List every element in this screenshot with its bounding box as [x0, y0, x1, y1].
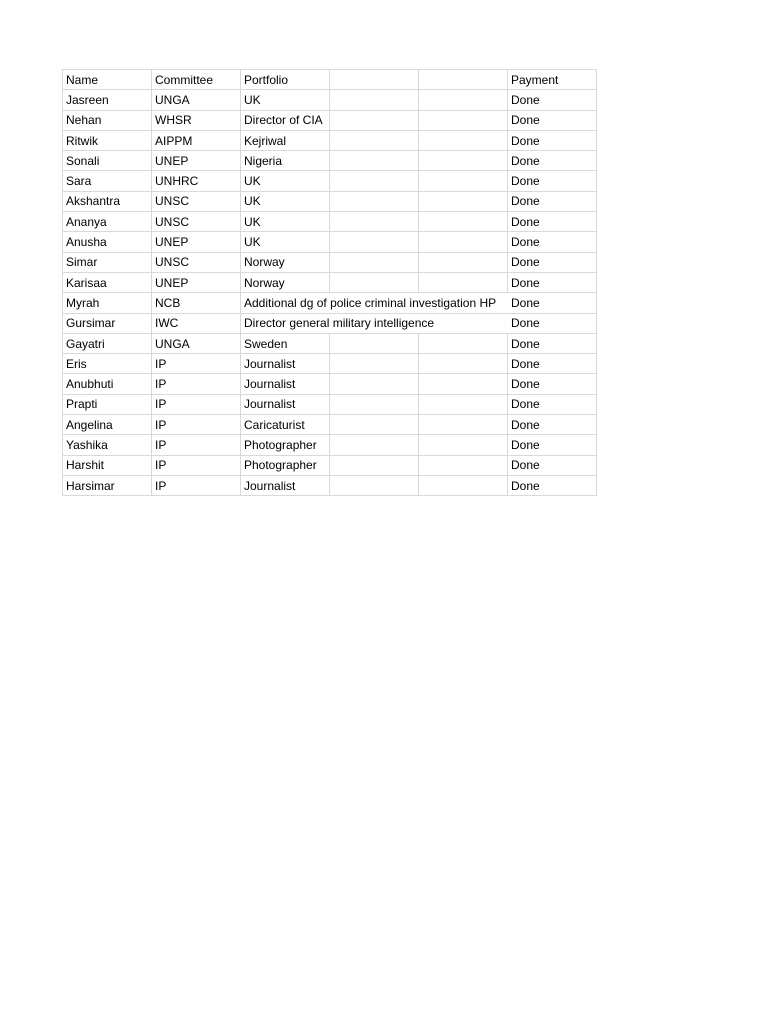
- table-row: [63, 110, 597, 130]
- cell-name: Nehan: [63, 110, 152, 130]
- cell-blank-2: [419, 110, 508, 130]
- cell-blank-2: [419, 212, 508, 232]
- table-row: [63, 394, 597, 414]
- table-row: [63, 272, 597, 292]
- cell-payment: Done: [508, 252, 597, 272]
- cell-name: Simar: [63, 252, 152, 272]
- cell-portfolio: [241, 151, 330, 171]
- cell-payment: Done: [508, 130, 597, 150]
- cell-portfolio: [241, 90, 330, 110]
- cell-blank-1: [330, 130, 419, 150]
- header-blank-1: [330, 70, 419, 90]
- cell-blank-2: [419, 333, 508, 353]
- portfolio-text: Photographer: [244, 437, 317, 452]
- cell-committee: IP: [152, 394, 241, 414]
- cell-committee: UNGA: [152, 90, 241, 110]
- cell-payment: Done: [508, 333, 597, 353]
- cell-blank-1: [330, 435, 419, 455]
- cell-portfolio: [241, 293, 497, 313]
- cell-blank-2: [419, 272, 508, 292]
- cell-name: Sonali: [63, 151, 152, 171]
- table-row: [63, 191, 597, 211]
- portfolio-text: Journalist: [244, 377, 296, 392]
- cell-blank-2: [419, 435, 508, 455]
- table-row: [63, 475, 597, 495]
- cell-committee: UNEP: [152, 232, 241, 252]
- cell-payment: Done: [508, 313, 597, 333]
- registration-table: [62, 69, 597, 496]
- cell-payment: Done: [508, 171, 597, 191]
- cell-payment: Done: [508, 232, 597, 252]
- cell-payment: Done: [508, 374, 597, 394]
- cell-portfolio: [241, 475, 330, 495]
- cell-committee: AIPPM: [152, 130, 241, 150]
- cell-blank-1: [330, 394, 419, 414]
- portfolio-text: UK: [244, 194, 261, 209]
- cell-name: Prapti: [63, 394, 152, 414]
- cell-blank-1: [330, 354, 419, 374]
- cell-portfolio: [241, 130, 330, 150]
- cell-portfolio: [241, 333, 330, 353]
- cell-blank-1: [330, 232, 419, 252]
- cell-portfolio: [241, 374, 330, 394]
- cell-blank-2: [419, 232, 508, 252]
- cell-portfolio: [241, 394, 330, 414]
- table-row: [63, 252, 597, 272]
- cell-committee: NCB: [152, 293, 241, 313]
- portfolio-text: UK: [244, 174, 261, 189]
- portfolio-text: Sweden: [244, 336, 288, 351]
- cell-payment: Done: [508, 435, 597, 455]
- cell-committee: IP: [152, 415, 241, 435]
- cell-name: Angelina: [63, 415, 152, 435]
- header-row: [63, 70, 597, 90]
- cell-portfolio: [241, 354, 330, 374]
- cell-blank-2: [419, 90, 508, 110]
- cell-payment: Done: [508, 151, 597, 171]
- cell-committee: UNSC: [152, 191, 241, 211]
- table-row: [63, 435, 597, 455]
- table-row: [63, 212, 597, 232]
- cell-blank-1: [330, 212, 419, 232]
- cell-payment: Done: [508, 455, 597, 475]
- cell-payment: Done: [508, 212, 597, 232]
- portfolio-text: Director general military intelligence: [244, 316, 435, 331]
- cell-portfolio: [241, 272, 330, 292]
- cell-committee: WHSR: [152, 110, 241, 130]
- cell-blank-2: [419, 374, 508, 394]
- cell-blank-1: [330, 151, 419, 171]
- cell-portfolio: [241, 212, 330, 232]
- portfolio-text: Caricaturist: [244, 417, 305, 432]
- cell-payment: Done: [508, 475, 597, 495]
- portfolio-text: Additional dg of police criminal investigation HP: [244, 295, 497, 310]
- cell-committee: IP: [152, 475, 241, 495]
- cell-committee: IP: [152, 455, 241, 475]
- table-body: [63, 70, 597, 496]
- cell-name: Anusha: [63, 232, 152, 252]
- cell-blank-2: [419, 191, 508, 211]
- portfolio-text: UK: [244, 214, 261, 229]
- cell-blank-2: [419, 415, 508, 435]
- header-committee: Committee: [152, 70, 241, 90]
- cell-committee: UNEP: [152, 151, 241, 171]
- cell-payment: Done: [508, 90, 597, 110]
- cell-portfolio: [241, 232, 330, 252]
- portfolio-text: Journalist: [244, 478, 296, 493]
- cell-portfolio: [241, 435, 330, 455]
- cell-name: Jasreen: [63, 90, 152, 110]
- cell-payment: Done: [508, 110, 597, 130]
- header-payment: Payment: [508, 70, 597, 90]
- cell-portfolio: [241, 171, 330, 191]
- cell-blank-1: [330, 110, 419, 130]
- cell-blank-2: [419, 171, 508, 191]
- portfolio-text: Nigeria: [244, 153, 283, 168]
- cell-portfolio: [241, 252, 330, 272]
- cell-committee: UNSC: [152, 252, 241, 272]
- cell-blank-2: [419, 475, 508, 495]
- cell-payment: Done: [508, 415, 597, 435]
- cell-name: Harsimar: [63, 475, 152, 495]
- cell-payment: Done: [508, 354, 597, 374]
- cell-payment: Done: [508, 272, 597, 292]
- portfolio-text: Norway: [244, 275, 285, 290]
- cell-blank-2: [419, 252, 508, 272]
- cell-committee: UNGA: [152, 333, 241, 353]
- portfolio-text: UK: [244, 235, 261, 250]
- table-row: [63, 232, 597, 252]
- cell-committee: IP: [152, 354, 241, 374]
- cell-name: Karisaa: [63, 272, 152, 292]
- portfolio-text: Journalist: [244, 397, 296, 412]
- header-portfolio: Portfolio: [241, 70, 330, 90]
- cell-portfolio: [241, 455, 330, 475]
- table-row: [63, 171, 597, 191]
- table-row: [63, 293, 597, 313]
- cell-blank-1: [330, 191, 419, 211]
- table-row: [63, 151, 597, 171]
- portfolio-text: UK: [244, 92, 261, 107]
- cell-name: Ananya: [63, 212, 152, 232]
- cell-name: Akshantra: [63, 191, 152, 211]
- cell-committee: IWC: [152, 313, 241, 333]
- cell-name: Gursimar: [63, 313, 152, 333]
- cell-blank-1: [330, 252, 419, 272]
- table-row: [63, 90, 597, 110]
- cell-blank-1: [330, 272, 419, 292]
- header-blank-2: [419, 70, 508, 90]
- header-name: Name: [63, 70, 152, 90]
- table-row: [63, 130, 597, 150]
- cell-portfolio: [241, 313, 435, 333]
- cell-portfolio: [241, 415, 330, 435]
- cell-payment: Done: [508, 293, 597, 313]
- cell-blank-2: [419, 455, 508, 475]
- cell-name: Yashika: [63, 435, 152, 455]
- cell-name: Ritwik: [63, 130, 152, 150]
- table-row: [63, 374, 597, 394]
- table-row: [63, 313, 597, 333]
- cell-blank-1: [330, 374, 419, 394]
- portfolio-text: Director of CIA: [244, 113, 323, 128]
- portfolio-text: Journalist: [244, 356, 296, 371]
- cell-name: Harshit: [63, 455, 152, 475]
- cell-blank-2: [419, 151, 508, 171]
- cell-blank-1: [330, 455, 419, 475]
- cell-name: Sara: [63, 171, 152, 191]
- table-row: [63, 455, 597, 475]
- cell-committee: IP: [152, 435, 241, 455]
- cell-blank-1: [330, 171, 419, 191]
- cell-committee: UNSC: [152, 212, 241, 232]
- cell-blank-2: [419, 130, 508, 150]
- cell-committee: IP: [152, 374, 241, 394]
- table-row: [63, 333, 597, 353]
- cell-portfolio: [241, 110, 330, 130]
- cell-portfolio: [241, 191, 330, 211]
- cell-blank-1: [330, 333, 419, 353]
- cell-payment: Done: [508, 191, 597, 211]
- table-row: [63, 415, 597, 435]
- table-row: [63, 354, 597, 374]
- portfolio-text: Norway: [244, 255, 285, 270]
- cell-blank-2: [419, 354, 508, 374]
- cell-committee: UNHRC: [152, 171, 241, 191]
- portfolio-text: Kejriwal: [244, 133, 287, 148]
- cell-blank-2: [419, 394, 508, 414]
- cell-blank-1: [330, 475, 419, 495]
- cell-payment: Done: [508, 394, 597, 414]
- cell-blank-1: [330, 90, 419, 110]
- cell-committee: UNEP: [152, 272, 241, 292]
- cell-name: Anubhuti: [63, 374, 152, 394]
- cell-name: Eris: [63, 354, 152, 374]
- cell-name: Gayatri: [63, 333, 152, 353]
- portfolio-text: Photographer: [244, 458, 317, 473]
- cell-blank-1: [330, 415, 419, 435]
- cell-name: Myrah: [63, 293, 152, 313]
